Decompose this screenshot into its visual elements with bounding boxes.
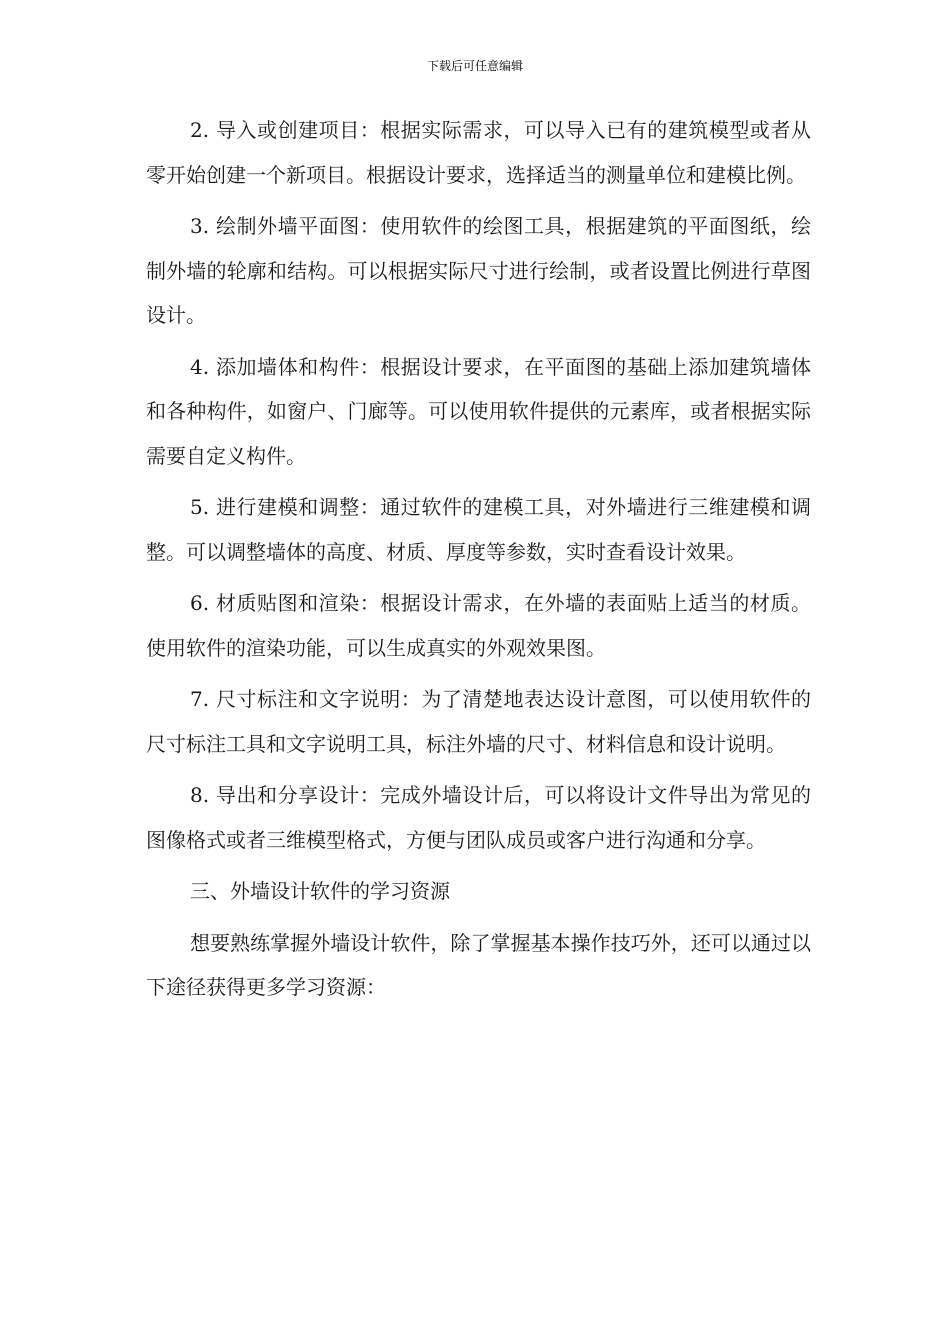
paragraph-step-8: 8. 导出和分享设计：完成外墙设计后，可以将设计文件导出为常见的图像格式或者三维模型格式，方便与团队成员或客户进行沟通和分享。: [146, 783, 811, 852]
document-body: [146, 108, 811, 1017]
paragraph-step-3: 3. 绘制外墙平面图：使用软件的绘图工具，根据建筑的平面图纸，绘制外墙的轮廓和结构。可以根据实际尺寸进行绘制，或者设置比例进行草图设计。: [146, 214, 811, 327]
page-header: 下载后可任意编辑: [426, 59, 523, 73]
paragraph-learning-intro: 想要熟练掌握外墙设计软件，除了掌握基本操作技巧外，还可以通过以下途径获得更多学习资源：: [146, 930, 811, 999]
paragraph-step-2: 2. 导入或创建项目：根据实际需求，可以导入已有的建筑模型或者从零开始创建一个新项目。根据设计要求，选择适当的测量单位和建模比例。: [146, 118, 811, 187]
paragraph-step-4: 4. 添加墙体和构件：根据设计要求，在平面图的基础上添加建筑墙体和各种构件，如窗户、门廊等。可以使用软件提供的元素库，或者根据实际需要自定义构件。: [146, 354, 811, 468]
paragraph-step-7: 7. 尺寸标注和文字说明：为了清楚地表达设计意图，可以使用软件的尺寸标注工具和文字说明工具，标注外墙的尺寸、材料信息和设计说明。: [146, 687, 811, 756]
paragraph-step-5: 5. 进行建模和调整：通过软件的建模工具，对外墙进行三维建模和调整。可以调整墙体的高度、材质、厚度等参数，实时查看设计效果。: [146, 495, 811, 564]
paragraph-step-6: 6. 材质贴图和渲染：根据设计需求，在外墙的表面贴上适当的材质。使用软件的渲染功能，可以生成真实的外观效果图。: [146, 591, 811, 660]
section-heading: 三、外墙设计软件的学习资源: [190, 879, 450, 903]
